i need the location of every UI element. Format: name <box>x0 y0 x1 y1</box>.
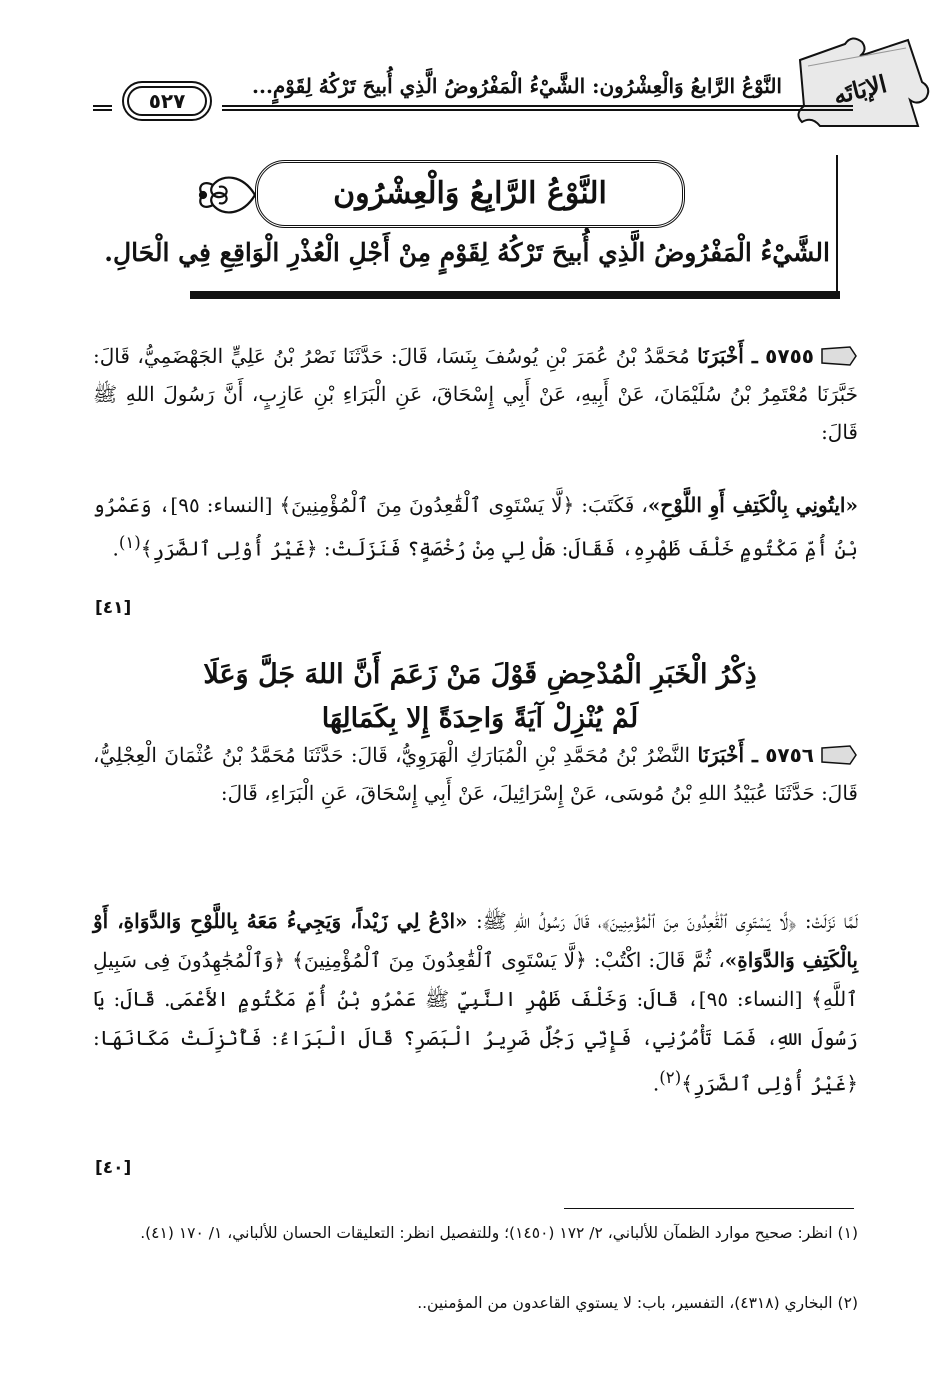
running-header <box>0 0 947 140</box>
hadith-number: ٥٧٥٥ <box>765 344 814 368</box>
footnote-2 <box>93 1288 858 1318</box>
hadith-isnad-text: النَّضْرُ بْنُ مُحَمَّدِ بْنِ الْمُبَارَكِ الْهَرَوِيُّ، قَالَ: حَدَّثَنَا مُحَمَّدُ بْنُ عُثْمَانَ الْعِجْلِيُّ، قَالَ: حَدَّثَنَا عُبَيْدُ اللهِ بْنُ مُوسَى، عَنْ إِسْرَائِيلَ، عَنْ أَبِي إِسْحَاقَ، عَنِ الْبَرَاءِ، قَالَ: <box>93 743 858 805</box>
hadith-grade: [٤٠] <box>95 1158 132 1178</box>
puzzle-piece-emblem <box>790 30 930 130</box>
section-heading <box>140 653 820 741</box>
hadith-lead: ـ أَخْبَرَنَا <box>697 344 758 368</box>
footnote-ref: (٢) <box>659 1068 682 1087</box>
hadith-grade: [٤١] <box>95 598 132 618</box>
section-heading-line-1: ذِكْرُ الْخَبَرِ الْمُدْحِضِ قَوْلَ مَنْ زَعَمَ أَنَّ اللهَ جَلَّ وَعَلَا <box>203 659 757 690</box>
hadith-5755-isnad <box>93 337 858 451</box>
footnote-divider <box>564 1208 854 1209</box>
footnote-ref: (١) <box>118 533 141 552</box>
emblem-text: الإبَاتَه <box>830 68 890 111</box>
footnote-text: البخاري (٤٣١٨)، التفسير، باب: لا يستوي القاعدون من المؤمنين.. <box>417 1294 833 1312</box>
hadith-marker-icon <box>820 744 858 766</box>
prophetic-quote: «ايتُونِي بِالْكَتِفِ أَوِ اللَّوْحِ» <box>647 493 858 517</box>
footnote-marker: (٢) <box>837 1294 858 1312</box>
page-number: ٥٢٧ <box>127 86 207 116</box>
footnote-1 <box>93 1218 858 1248</box>
section-heading-line-2: لَمْ يُنْزِلْ آيَةً وَاحِدَةً إِلا بِكَمَالِهَا <box>321 703 639 734</box>
hadith-isnad-text: مُحَمَّدُ بْنُ عُمَرَ بْنِ يُوسُفَ بِنَسَا، قَالَ: حَدَّثَنَا نَصْرُ بْنُ عَلِيٍّ الجَهْضَمِيُّ، قَالَ: خَبَّرَنَا مُعْتَمِرُ بْنُ سُلَيْمَانَ، عَنْ أَبِيهِ، عَنْ أَبِي إِسْحَاقَ، عَنِ الْبَرَاءِ بْنِ عَازِبٍ، أَنَّ رَسُولَ اللهِ ﷺ قَالَ: <box>93 344 858 444</box>
prophetic-quote: «ادْعُ لِي زَيْداً، وَيَجِيءُ مَعَهُ بِاللَّوْحِ وَالدَّوَاةِ، أَوْ بِالْكَتِفِ وَالدَّوَاةِ» <box>93 909 858 972</box>
hadith-5756-matn: لَمَّا نَزَلَتْ: ﴿لَّا يَسْتَوِى ٱلْقَٰعِدُونَ مِنَ ٱلْمُؤْمِنِينَ﴾، قَالَ رَسُولُ اللهِ ﷺ: «ادْعُ لِي زَيْداً، وَيَجِيءُ مَعَهُ بِاللَّوْحِ وَالدَّوَاةِ، أَوْ بِالْكَتِفِ وَالدَّوَاةِ»، ثُمَّ قَالَ: اكْتُبْ: ﴿لَّا يَسْتَوِى ٱلْقَٰعِدُونَ مِنَ ٱلْمُؤْمِنِينَ﴾ ﴿وَٱلْمُجَٰهِدُونَ فِى سَبِيلِ ٱللَّهِ﴾ [النساء: ٩٥]، قَالَ: وَخَلْفَ ظَهْرِ النَّبِيِّ ﷺ عَمْرُو بْنُ أُمِّ مَكْتُومٍ الأَعْمَى. قَالَ: يَا رَسُولَ اللهِ، فَمَا تَأْمُرُنِي، فَإِنِّي رَجُلٌ ضَرِيرُ الْبَصَرِ؟ قَالَ الْبَرَاءُ: فَأُنْزِلَتْ مَكَانَهَا: ﴿غَيْرُ أُوْلِى ٱلضَّرَرِ﴾$^{(٢)}$. <box>93 909 858 1096</box>
footnote-text: انظر: صحيح موارد الظمآن للألباني، ٢/ ١٧٢ (١٤٥٠)؛ وللتفصيل انظر: التعليقات الحسان للألباني، ١/ ١٧٠ (٤١). <box>140 1224 833 1242</box>
hadith-lead: ـ أَخْبَرَنَا <box>697 743 758 767</box>
chapter-title: النَّوْعُ الرَّابِعُ وَالْعِشْرُون <box>255 160 685 228</box>
hadith-number: ٥٧٥٦ <box>765 743 815 767</box>
hadith-matn-text-2: ، ثُمَّ قَالَ: اكْتُبْ: ﴿لَّا يَسْتَوِى ٱلْقَٰعِدُونَ مِنَ ٱلْمُؤْمِنِينَ﴾ ﴿وَٱلْمُجَٰهِدُونَ فِى سَبِيلِ ٱللَّهِ﴾ [النساء: ٩٥]، قَالَ: وَخَلْفَ ظَهْرِ النَّبِيِّ ﷺ عَمْرُو بْنُ أُمِّ مَكْتُومٍ الأَعْمَى. قَالَ: يَا رَسُولَ اللهِ، فَمَا تَأْمُرُنِي، فَإِنِّي رَجُلٌ ضَرِيرُ الْبَصَرِ؟ قَالَ الْبَرَاءُ: فَأُنْزِلَتْ مَكَانَهَا: ﴿غَيْرُ أُوْلِى ٱلضَّرَرِ﴾ <box>93 948 858 1096</box>
chapter-divider <box>190 291 840 299</box>
hadith-5755-matn: «ايتُونِي بِالْكَتِفِ أَوِ اللَّوْحِ»، فَكَتَبَ: ﴿لَّا يَسْتَوِى ٱلْقَٰعِدُونَ مِنَ ٱلْمُؤْمِنِينَ﴾ [النساء: ٩٥]، وَعَمْرُو بْنُ أُمِّ مَكْتُومٍ خَلْفَ ظَهْرِهِ، فَقَالَ: هَلْ لِي مِنْ رُخْصَةٍ؟ فَنَزَلَتْ: ﴿غَيْرُ أُوْلِى ٱلضَّرَرِ﴾$^{(١)}$. <box>93 493 858 561</box>
floral-ornament-icon <box>193 165 263 225</box>
running-title: النَّوْعُ الرَّابعُ وَالْعِشْرُون: الشَّيْءُ الْمَفْرُوضُ الَّذِي أُبيحَ تَرْكُهُ لِقَوْمٍ... <box>252 74 782 98</box>
hadith-marker-icon <box>820 345 858 367</box>
chapter-subtitle: الشَّيْءُ الْمَفْرُوضُ الَّذِي أُبيحَ تَرْكُهُ لِقَوْمٍ مِنْ أَجْلِ الْعُذْرِ الْوَاقِعِ فِي الْحَالِ. <box>104 238 830 267</box>
hadith-matn-text: ، فَكَتَبَ: ﴿لَّا يَسْتَوِى ٱلْقَٰعِدُونَ مِنَ ٱلْمُؤْمِنِينَ﴾ [النساء: ٩٥]، وَعَمْرُو بْنُ أُمِّ مَكْتُومٍ خَلْفَ ظَهْرِهِ، فَقَالَ: هَلْ لِي مِنْ رُخْصَةٍ؟ فَنَزَلَتْ: ﴿غَيْرُ أُوْلِى ٱلضَّرَرِ﴾ <box>93 493 858 561</box>
footnote-marker: (١) <box>837 1224 858 1242</box>
hadith-5756-isnad <box>93 736 858 812</box>
hadith-matn-text: لَمَّا نَزَلَتْ: ﴿لَّا يَسْتَوِى ٱلْقَٰعِدُونَ مِنَ ٱلْمُؤْمِنِينَ﴾، قَالَ رَسُولُ اللهِ ﷺ: <box>475 909 858 933</box>
